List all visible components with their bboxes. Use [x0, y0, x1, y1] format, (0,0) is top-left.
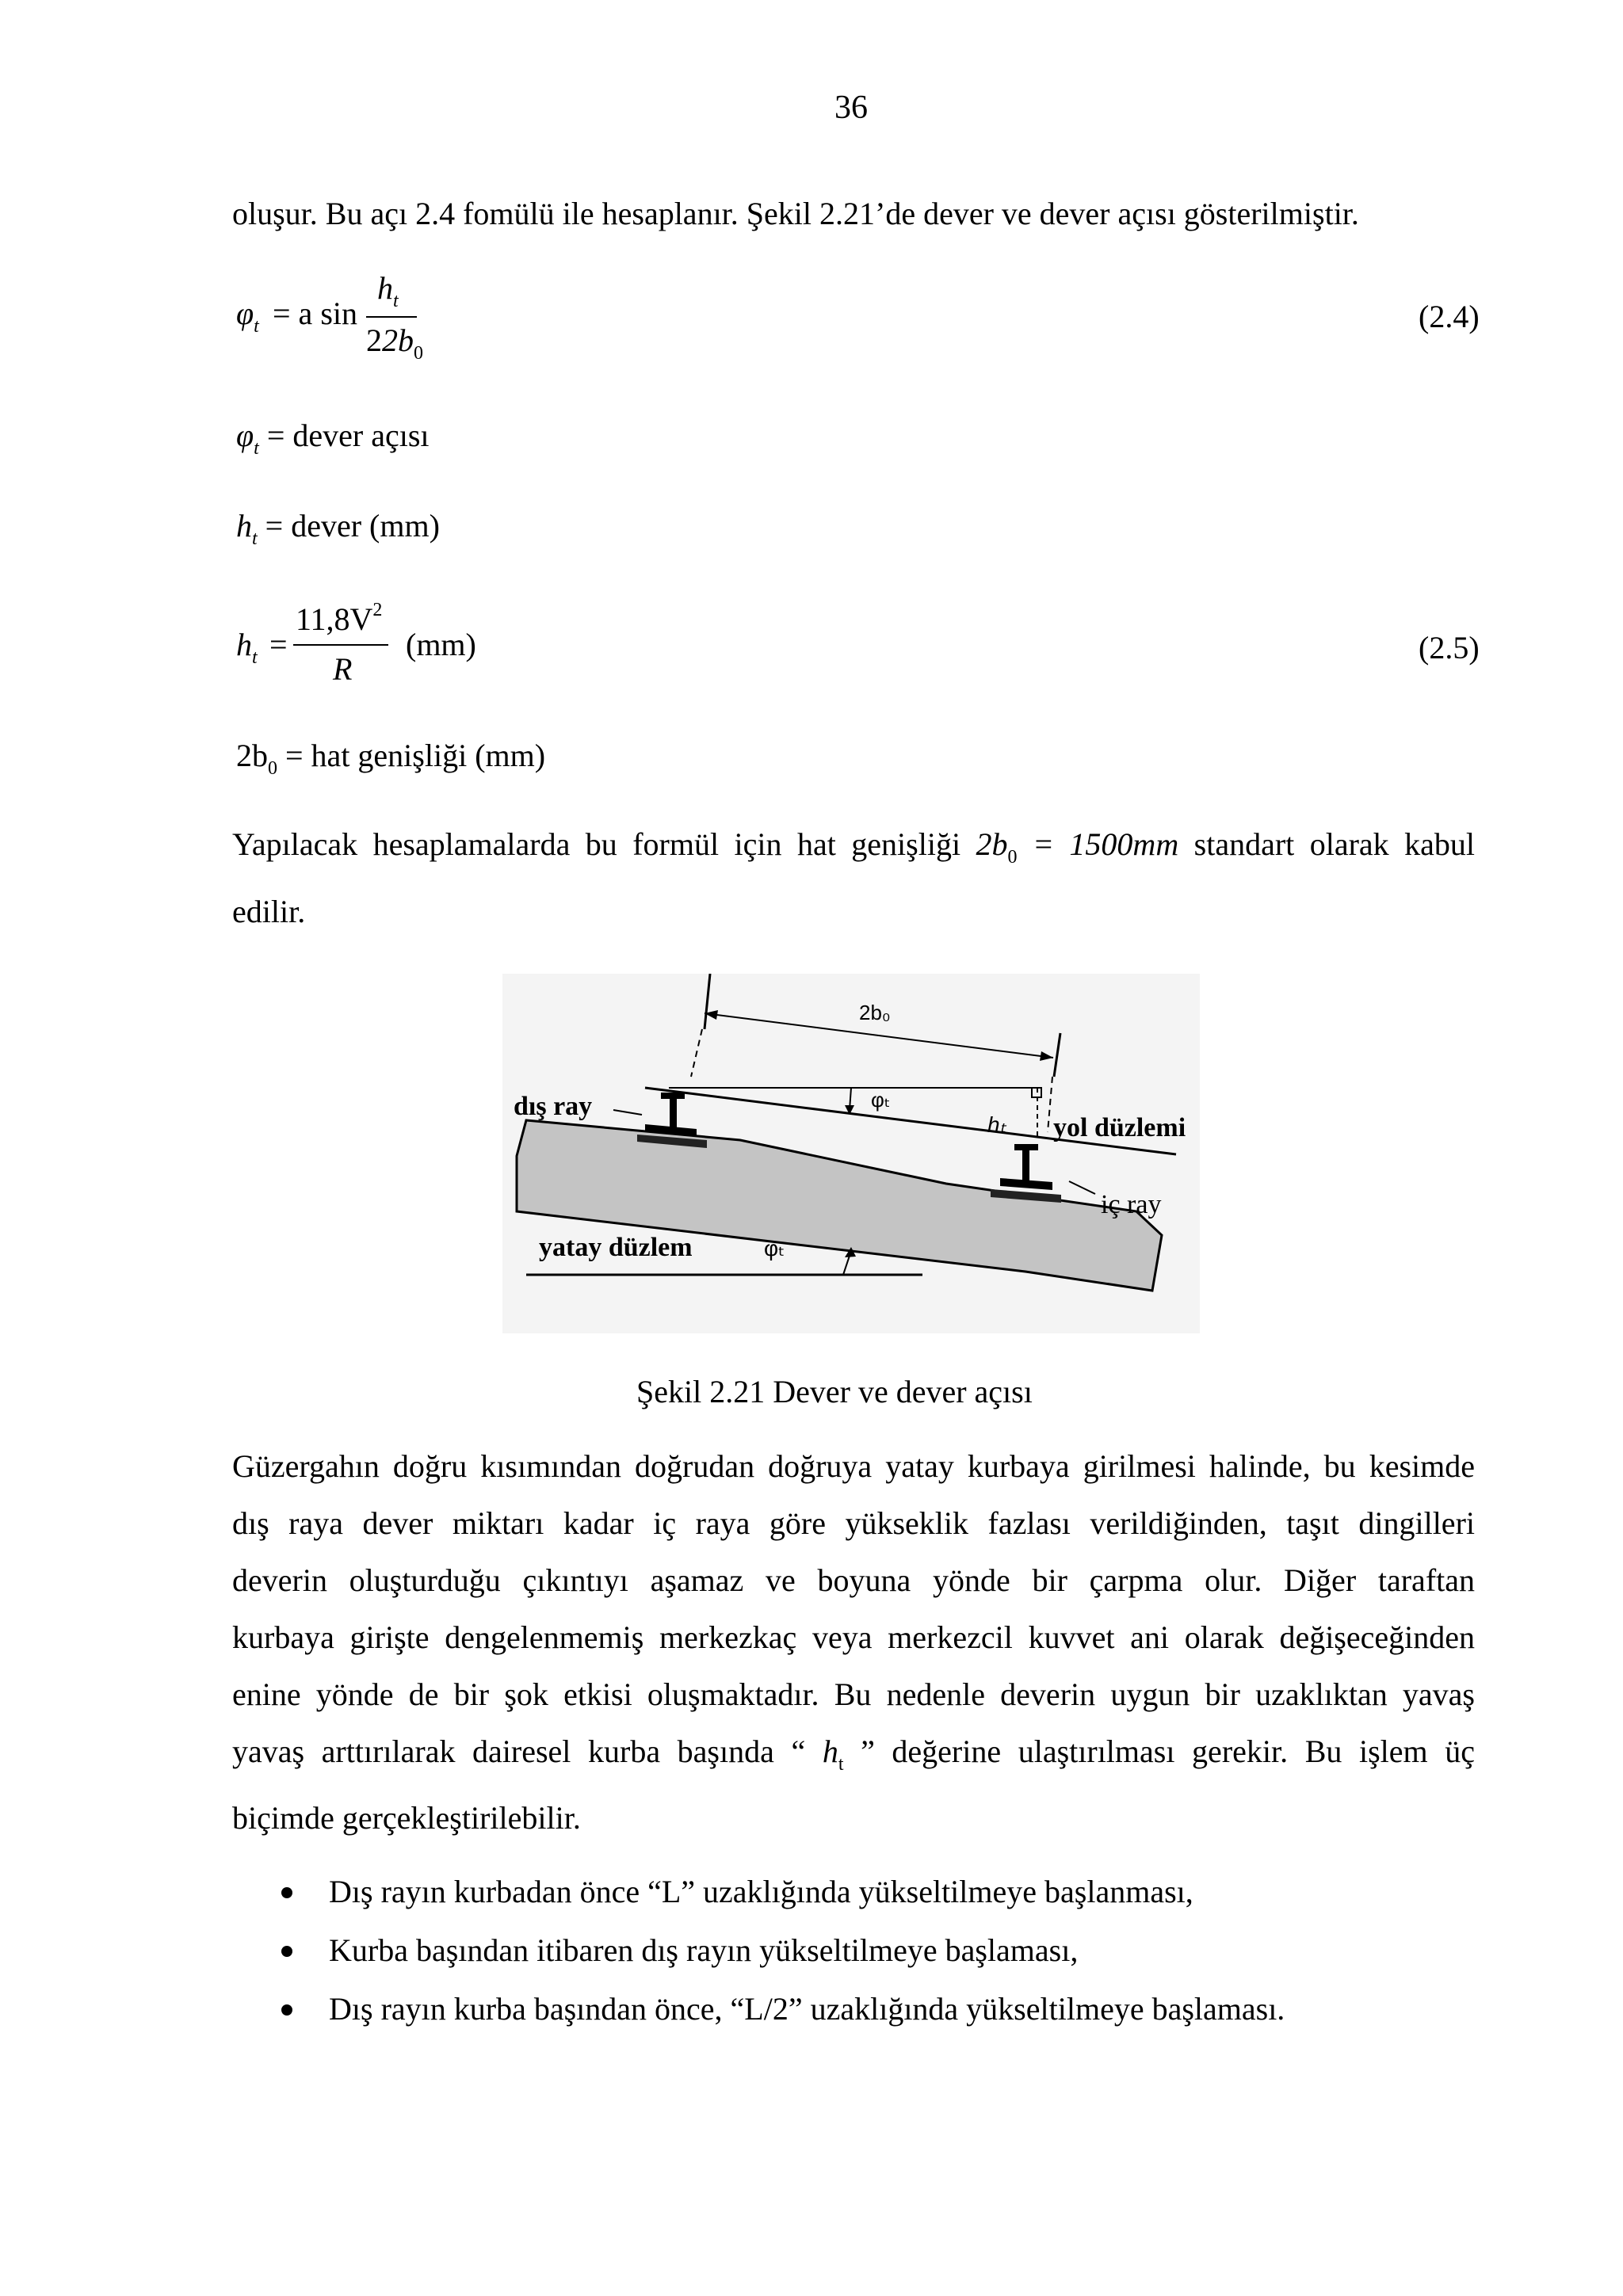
label-2b0: 2b₀: [859, 1001, 891, 1024]
eq24-number: (2.4): [1419, 299, 1480, 334]
eq25-number: (2.5): [1419, 630, 1480, 666]
bullet-list: [281, 1876, 1285, 2052]
eq24-fraction-line: [366, 316, 417, 318]
label-ht: hₜ: [987, 1112, 1006, 1137]
list-item: Dış rayın kurbadan önce “L” uzaklığında yükseltilmeye başlanması,: [281, 1876, 1285, 1935]
dimension-arrow-right: [1040, 1051, 1053, 1061]
list-item: Kurba başından itibaren dış rayın yükseltilmeye başlaması,: [281, 1935, 1285, 1993]
paragraph-line: deverin oluşturduğu çıkıntıyı aşamaz ve boyuna yönde bir çarpma olur. Diğer taraftan: [232, 1562, 1475, 1598]
eq25-h: $h_t$: [236, 627, 258, 668]
extension-dash-left: [691, 1029, 702, 1077]
extension-line-right: [1054, 1033, 1060, 1077]
label-phi-top: φₜ: [871, 1088, 891, 1112]
outer-rail: [637, 1093, 707, 1148]
list-item: Dış rayın kurba başından önce, “L/2” uzaklığında yükseltilmeye başlaması.: [281, 1993, 1285, 2052]
inner-rail: [991, 1144, 1061, 1203]
extension-line-left: [705, 974, 710, 1029]
paragraph-line: Güzergahın doğru kısımından doğrudan doğruya yatay kurbaya girilmesi halinde, bu kesimde: [232, 1448, 1475, 1484]
label-phi-bottom: φₜ: [764, 1236, 785, 1261]
extension-dash-right: [1048, 1077, 1052, 1132]
def-h: $h_t$ = dever (mm): [236, 508, 440, 549]
figure-caption: Şekil 2.21 Dever ve dever açısı: [636, 1374, 1033, 1409]
intro-line: oluşur. Bu açı 2.4 fomülü ile hesaplanır. Şekil 2.21’de dever ve dever açısı gösterilmiştir.: [232, 196, 1359, 231]
eq25-fraction-line: [293, 644, 388, 646]
label-yol-duzlemi: yol düzlemi: [1053, 1113, 1186, 1142]
paragraph-line: yavaş arttırılarak dairesel kurba başında “ $h_t$ ” değerine ulaştırılması gerekir. Bu işlem üç: [232, 1733, 1475, 1775]
label-dis-ray: dış ray: [514, 1092, 593, 1121]
paragraph-line: biçimde gerçekleştirilebilir.: [232, 1800, 581, 1836]
paragraph-track-width: [232, 816, 1475, 940]
def-2b0: $2b_0$ = hat genişliği (mm): [236, 738, 546, 779]
bullet-icon: [281, 1887, 292, 1898]
bullet-icon: [281, 1946, 292, 1957]
bullet-icon: [281, 2004, 292, 2016]
eq24-numerator: $h_t$: [377, 270, 399, 311]
eq24-phi: $\varphi_t$: [236, 296, 259, 337]
ground-slab: [517, 1120, 1162, 1291]
ic-ray-leader: [1069, 1181, 1095, 1194]
page-number: 36: [834, 90, 868, 126]
def-phi: $\varphi_t$ = dever açısı: [236, 418, 430, 459]
eq25-equals: =: [269, 627, 288, 662]
label-yatay-duzlem: yatay düzlem: [539, 1233, 693, 1262]
paragraph-main: [232, 1438, 1475, 1847]
eq24-asin: = a sin: [273, 296, 357, 331]
dis-ray-leader: [613, 1110, 642, 1115]
figure-superelevation: [502, 974, 1200, 1333]
superelevation-diagram: [502, 974, 1200, 1333]
paragraph-line: enine yönde de bir şok etkisi oluşmaktadır. Bu nedenle deverin uygun bir uzaklıktan yavaş: [232, 1676, 1475, 1712]
paragraph-line: Yapılacak hesaplamalarda bu formül için hat genişliği $2b_0 = 1500mm$ standart olarak kabul: [232, 826, 1475, 868]
paragraph-line: edilir.: [232, 894, 306, 929]
eq25-numerator: $11,8V^2$: [296, 600, 383, 637]
eq24-denominator: $22b_0$: [366, 322, 423, 364]
eq25-unit: (mm): [406, 627, 476, 662]
paragraph-line: kurbaya girişte dengelenmemiş merkezkaç veya merkezcil kuvvet ani olarak değişeceğinden: [232, 1619, 1475, 1655]
paragraph-line: dış raya dever miktarı kadar iç raya göre yükseklik fazlası verildiğinden, taşıt dingilleri: [232, 1505, 1475, 1541]
eq25-denominator: R: [333, 651, 353, 687]
label-ic-ray: iç ray: [1101, 1190, 1162, 1219]
